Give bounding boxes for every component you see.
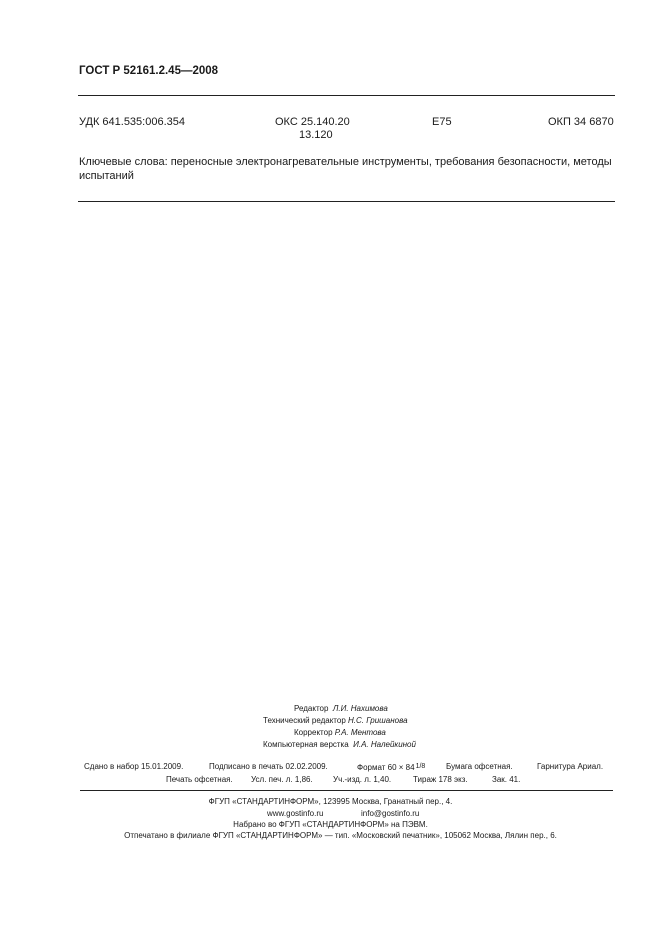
print-order: Зак. 41. <box>492 775 521 784</box>
keywords-text: Ключевые слова: переносные электронагревательные инструменты, требования безопасности, методы испытаний <box>79 156 612 182</box>
print-copies: Тираж 178 экз. <box>413 775 468 784</box>
credit-corrector-name: Р.А. Ментова <box>334 728 386 737</box>
credit-corrector <box>294 728 386 738</box>
credit-layout <box>263 740 416 750</box>
credit-editor-name: Л.И. Нахимова <box>332 704 388 713</box>
okp-code: ОКП 34 6870 <box>548 116 614 128</box>
print-method: Печать офсетная. <box>166 775 233 784</box>
publisher-website: www.gostinfo.ru <box>267 809 324 818</box>
credit-editor <box>294 704 388 714</box>
oks-code-line1: ОКС 25.140.20 <box>275 116 350 128</box>
credit-layout-name: И.А. Налейкиной <box>353 740 416 749</box>
print-typeset-date: Сдано в набор 15.01.2009. <box>84 762 184 771</box>
print-signed-date: Подписано в печать 02.02.2009. <box>209 762 328 771</box>
classifier-code: E75 <box>432 116 452 128</box>
oks-code <box>275 116 350 142</box>
credit-tech-editor-name: Н.С. Гришанова <box>348 716 408 725</box>
publisher-printed-note: Отпечатано в филиале ФГУП «СТАНДАРТИНФОРМ» — тип. «Московский печатник», 105062 Москва, Лялин пер., 6. <box>124 831 557 840</box>
keywords-divider <box>78 201 615 202</box>
top-divider <box>78 95 615 96</box>
print-format-text: Формат 60 × 84 <box>357 763 415 772</box>
publisher-typeset-note: Набрано во ФГУП «СТАНДАРТИНФОРМ» на ПЭВМ. <box>233 820 428 829</box>
print-format-fraction: 1/8 <box>415 763 426 770</box>
udk-code: УДК 641.535:006.354 <box>79 116 185 128</box>
credit-tech-editor-role: Технический редактор <box>263 716 346 725</box>
publisher-address: ФГУП «СТАНДАРТИНФОРМ», 123995 Москва, Гранатный пер., 4. <box>208 797 453 806</box>
print-format <box>357 762 425 773</box>
credit-corrector-role: Корректор <box>294 728 333 737</box>
credit-layout-role: Компьютерная верстка <box>263 740 349 749</box>
print-font: Гарнитура Ариал. <box>537 762 604 771</box>
credit-tech-editor <box>263 716 408 726</box>
print-publisher-sheets: Уч.-изд. л. 1,40. <box>333 775 392 784</box>
print-sheets: Усл. печ. л. 1,86. <box>251 775 313 784</box>
oks-code-line2: 13.120 <box>299 129 333 141</box>
publisher-email: info@gostinfo.ru <box>361 809 420 818</box>
standard-number: ГОСТ Р 52161.2.45—2008 <box>79 65 219 77</box>
print-divider <box>80 790 613 791</box>
print-paper: Бумага офсетная. <box>446 762 513 771</box>
credit-editor-role: Редактор <box>294 704 329 713</box>
